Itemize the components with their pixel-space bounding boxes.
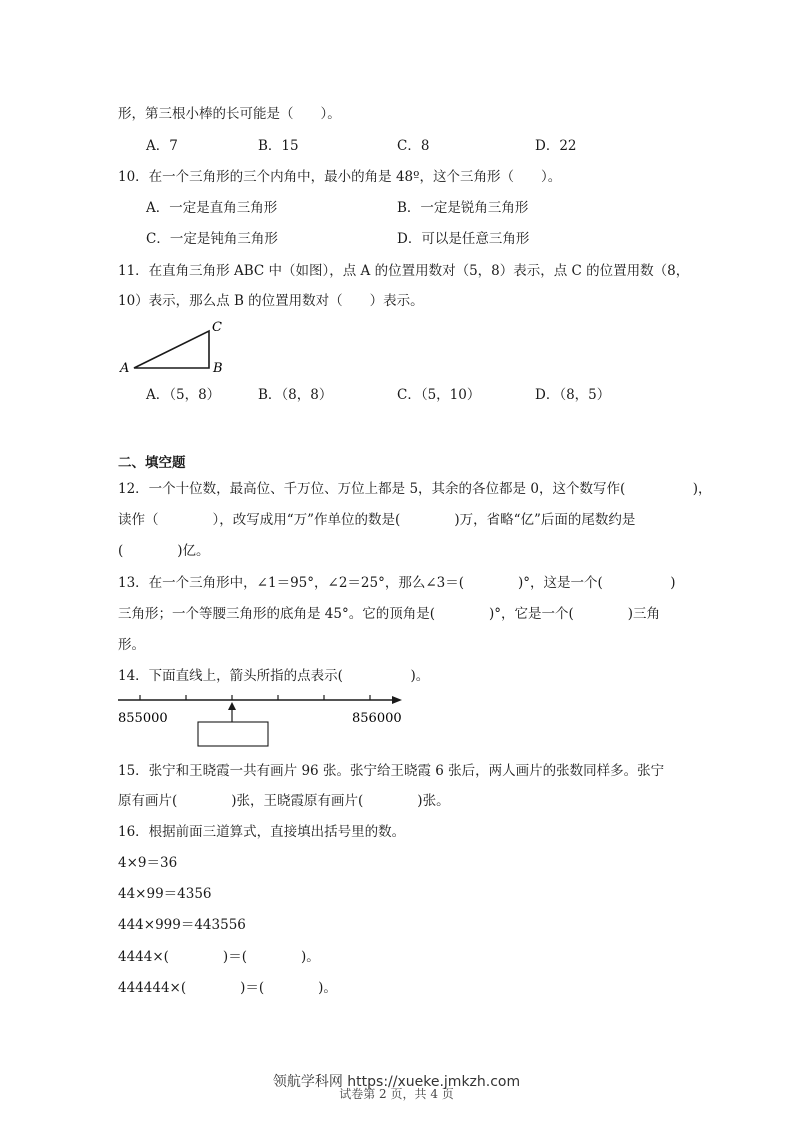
q13-stem-line2: 三角形；一个等腰三角形的底角是 45°。它的顶角是( )°，它是一个( )三角 [118,606,661,622]
q13-stem-line3: 形。 [118,637,145,653]
q10-option-a[interactable]: A．一定是直角三角形 [146,200,278,216]
q11-option-b[interactable]: B．（8，8） [258,387,333,403]
q16-equation-4: 4444×( )＝( )。 [118,949,320,965]
q16-equation-2: 44×99＝4356 [118,886,212,902]
q11-option-c[interactable]: C．（5，10） [397,387,481,403]
page-footer [0,1071,793,1102]
q16-stem: 16．根据前面三道算式，直接填出括号里的数。 [118,824,406,840]
q9-option-c[interactable]: C．8 [397,138,430,154]
vertex-c-label: C [212,320,222,335]
section-title-fill-in: 二、填空题 [118,455,186,471]
q12-stem-line1: 12．一个十位数，最高位、千万位、万位上都是 5，其余的各位都是 0，这个数写作( )， [118,481,712,497]
right-triangle-abc-figure [118,318,228,378]
q11-option-a[interactable]: A．（5，8） [146,387,221,403]
vertex-b-label: B [213,361,223,376]
q12-stem-line2: 读作（ ），改写成用“万”作单位的数是( )万，省略“亿”后面的尾数约是 [118,512,636,528]
q11-stem-line1: 11．在直角三角形 ABC 中（如图），点 A 的位置用数对（5，8）表示，点 C 的位置用数（8， [118,263,690,279]
q10-option-b[interactable]: B．一定是锐角三角形 [397,200,529,216]
page-number: 试卷第 2 页，共 4 页 [339,1087,454,1101]
left-endpoint-label: 855000 [118,711,168,726]
q9-option-a[interactable]: A．7 [146,138,178,154]
q11-option-d[interactable]: D．（8，5） [535,387,611,403]
number-line-arrowhead [392,696,402,704]
pointer-arrow-head [228,702,236,710]
q10-option-d[interactable]: D．可以是任意三角形 [397,231,530,247]
q12-stem-line3: ( )亿。 [118,543,210,559]
q10-stem: 10．在一个三角形的三个内角中，最小的角是 48º，这个三角形（ ）。 [118,169,562,185]
vertex-a-label: A [120,361,130,376]
right-endpoint-label: 856000 [352,711,402,726]
watermark-text: 领航学科网 https://xueke.jmkzh.com [272,1074,521,1090]
q16-equation-1: 4×9＝36 [118,855,178,871]
q16-equation-5: 444444×( )＝( )。 [118,980,337,996]
q15-stem-line1: 15．张宁和王晓霞一共有画片 96 张。张宁给王晓霞 6 张后，两人画片的张数同样多。张宁 [118,763,665,779]
triangle-shape [134,331,209,368]
q14-stem: 14．下面直线上，箭头所指的点表示( )。 [118,668,430,684]
q9-option-b[interactable]: B．15 [258,138,299,154]
q15-stem-line2: 原有画片( )张，王晓霞原有画片( )张。 [118,793,450,809]
q10-option-c[interactable]: C．一定是钝角三角形 [146,231,278,247]
q16-equation-3: 444×999＝443556 [118,917,246,933]
answer-box[interactable] [198,722,268,746]
q9-option-d[interactable]: D．22 [535,138,577,154]
number-line-figure [116,690,416,750]
q13-stem-line1: 13．在一个三角形中，∠1＝95°，∠2＝25°，那么∠3＝( )°，这是一个( ) [118,575,676,591]
number-line-ticks [140,695,370,700]
q9-stem-line: 形，第三根小棒的长可能是（ ）。 [118,106,341,122]
q11-stem-line2: 10）表示，那么点 B 的位置用数对（ ）表示。 [118,293,424,309]
